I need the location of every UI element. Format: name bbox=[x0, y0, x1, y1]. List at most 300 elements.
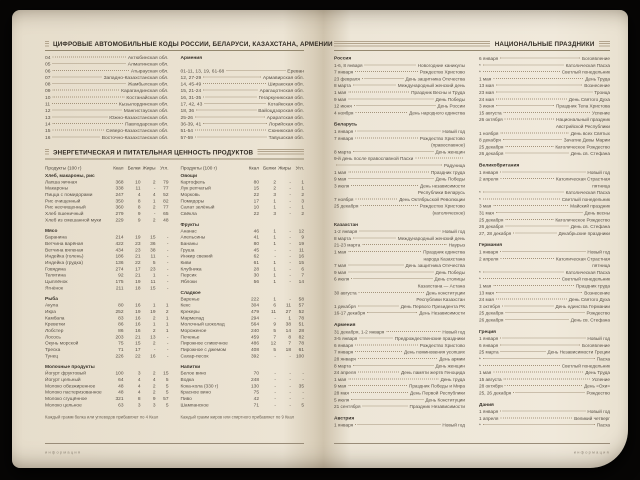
holiday-date: 1 мая bbox=[479, 283, 492, 289]
food-group-header: Сладкое bbox=[180, 289, 201, 296]
holiday-row bbox=[334, 203, 465, 210]
food-value: - bbox=[302, 389, 304, 396]
dotted-leader bbox=[496, 91, 592, 92]
food-value: - bbox=[302, 376, 304, 383]
holiday-row bbox=[479, 89, 610, 96]
food-name: Мармелад bbox=[180, 315, 204, 321]
food-value: 56 bbox=[253, 279, 259, 285]
food-value: - bbox=[274, 402, 276, 408]
food-value: 8 bbox=[288, 334, 291, 340]
dotted-leader bbox=[496, 212, 583, 213]
right-page-footer-label: информация bbox=[573, 450, 610, 455]
food-value: 222 bbox=[250, 296, 259, 302]
code-row bbox=[45, 108, 169, 115]
holiday-row-continuation bbox=[334, 190, 465, 197]
holiday-name: Успение bbox=[592, 109, 610, 116]
holiday-name: День памяти жертв Геноцида bbox=[401, 369, 465, 376]
food-value: 2 bbox=[273, 185, 276, 192]
food-value: 28 bbox=[298, 328, 304, 334]
food-row bbox=[45, 285, 169, 291]
holiday-name: Праздник труда bbox=[575, 283, 610, 289]
holiday-row bbox=[334, 276, 465, 283]
food-value: - bbox=[274, 253, 276, 260]
food-name: Водка bbox=[180, 376, 194, 383]
food-group-header: Мясо bbox=[45, 228, 58, 234]
holiday-date: 1 мая bbox=[479, 75, 492, 82]
food-value: 19 bbox=[135, 308, 141, 315]
food-value: 2 bbox=[152, 217, 156, 223]
dotted-leader bbox=[483, 64, 564, 65]
code-row bbox=[181, 108, 305, 115]
holiday-row bbox=[479, 336, 610, 343]
food-name: Молоко пастеризованное bbox=[45, 389, 102, 396]
food-value: 226 bbox=[115, 353, 124, 359]
food-value: - bbox=[153, 185, 156, 192]
food-value: 19 bbox=[135, 279, 141, 285]
dotted-leader bbox=[500, 344, 580, 345]
holiday-row bbox=[479, 310, 610, 317]
food-value: - bbox=[166, 272, 169, 279]
holiday-row bbox=[334, 229, 465, 236]
food-group-header: Молочные продукты bbox=[45, 364, 95, 370]
food-value: - bbox=[166, 234, 169, 241]
food-value: 6 bbox=[273, 302, 276, 309]
food-value: - bbox=[153, 211, 156, 217]
holiday-row bbox=[479, 137, 610, 144]
food-value: 1 bbox=[273, 279, 276, 285]
holiday-date: * bbox=[479, 269, 481, 275]
code-value: 12, 27-29 bbox=[180, 74, 202, 81]
holiday-name: пятница bbox=[592, 182, 610, 189]
holiday-name: Радуница bbox=[443, 162, 465, 168]
holiday-date: 28 января bbox=[334, 355, 356, 362]
code-row bbox=[181, 95, 305, 102]
region-name: Жамбылская обл. bbox=[127, 81, 169, 88]
holiday-row bbox=[334, 62, 465, 69]
nutrition-column bbox=[181, 162, 305, 408]
food-group-header: Напитки bbox=[180, 364, 201, 370]
holiday-date: 25 декабря bbox=[479, 310, 504, 316]
food-value: - bbox=[289, 383, 291, 389]
holiday-row bbox=[479, 415, 610, 422]
food-value: 35 bbox=[298, 383, 304, 389]
dotted-leader bbox=[483, 424, 595, 425]
holiday-country-header: Австрия bbox=[334, 415, 355, 421]
code-value: 09 bbox=[45, 88, 51, 94]
dotted-leader bbox=[483, 192, 564, 193]
food-value: 19 bbox=[298, 240, 304, 247]
food-value: 1 bbox=[165, 302, 169, 309]
holiday-row-continuation bbox=[334, 210, 465, 217]
holiday-date: 25 декабря bbox=[334, 203, 359, 209]
holiday-name: Новый год bbox=[587, 408, 610, 415]
holiday-name: Новый год bbox=[442, 128, 465, 134]
food-value: 80 bbox=[253, 240, 259, 247]
holiday-name: День «Охи» bbox=[584, 383, 610, 389]
food-value: 350 bbox=[115, 198, 124, 204]
food-value: - bbox=[302, 370, 304, 377]
food-name: Красное вино bbox=[180, 389, 211, 396]
code-row bbox=[181, 128, 305, 135]
food-value: 3 bbox=[273, 211, 276, 217]
holiday-name: День Святого Духа bbox=[568, 296, 610, 303]
holiday-date: * bbox=[479, 276, 481, 282]
column-header: Угл. bbox=[295, 164, 304, 171]
holiday-date: 23 февраля bbox=[334, 75, 360, 82]
food-value: 16 bbox=[135, 328, 141, 334]
holidays-section-header bbox=[334, 40, 610, 51]
food-name: Цыплёнок bbox=[45, 279, 68, 285]
region-name: Армавирская обл. bbox=[262, 74, 304, 81]
food-name: Персик bbox=[180, 272, 197, 279]
food-value: 22 bbox=[253, 192, 259, 198]
region-name: Сюникская обл. bbox=[268, 128, 304, 134]
dotted-leader bbox=[505, 119, 554, 120]
holiday-date: 24 апреля bbox=[334, 369, 356, 376]
dotted-leader bbox=[52, 70, 128, 71]
food-value: 65 bbox=[163, 211, 169, 217]
header-stripe-decoration bbox=[45, 149, 49, 156]
dotted-leader bbox=[203, 76, 261, 77]
holiday-row bbox=[479, 69, 610, 76]
holiday-name: Рождество Христово bbox=[419, 135, 465, 141]
food-value: - bbox=[274, 383, 276, 389]
food-value: 15 bbox=[298, 260, 304, 266]
holiday-name: День Конституции bbox=[425, 396, 465, 403]
holiday-name: Светлый понедельник bbox=[561, 362, 610, 369]
holiday-row bbox=[479, 290, 610, 297]
food-name: Инжир свежий bbox=[180, 253, 213, 260]
holiday-name: Рождество bbox=[586, 389, 610, 396]
food-name: Говядина bbox=[45, 266, 66, 272]
dotted-leader bbox=[483, 271, 564, 272]
region-name: Араратская обл. bbox=[266, 114, 304, 121]
holiday-date: 26 декабря bbox=[479, 223, 504, 230]
food-value: 240 bbox=[250, 328, 259, 334]
food-value: 1 bbox=[165, 315, 169, 321]
holiday-date: 7 января bbox=[334, 135, 354, 141]
food-value: 2 bbox=[152, 340, 156, 347]
food-value: 45 bbox=[253, 247, 259, 253]
holiday-date: 9 мая bbox=[334, 269, 347, 275]
holiday-name: День конституции bbox=[426, 289, 465, 296]
column-header: Ккал bbox=[113, 164, 124, 171]
dotted-leader bbox=[351, 278, 432, 279]
holiday-row-continuation bbox=[334, 283, 465, 290]
dotted-leader bbox=[504, 378, 590, 379]
food-value: 12 bbox=[270, 340, 276, 347]
holiday-date: 1 апреля bbox=[479, 415, 499, 421]
food-value: 86 bbox=[118, 328, 124, 334]
holiday-name: День Святого Духа bbox=[568, 96, 610, 102]
holidays-column bbox=[334, 56, 465, 429]
holidays-table bbox=[334, 56, 610, 429]
food-value: 64 bbox=[118, 376, 124, 383]
code-row bbox=[45, 62, 169, 69]
dotted-leader bbox=[203, 123, 267, 124]
food-value: 136 bbox=[115, 260, 124, 266]
holiday-name: День Победы bbox=[435, 269, 465, 275]
food-value: 2 bbox=[152, 179, 156, 185]
food-value: - bbox=[289, 376, 291, 383]
food-value: 1 bbox=[273, 228, 276, 234]
holiday-date: 1-2 января bbox=[334, 228, 358, 235]
food-value: 77 bbox=[163, 185, 169, 192]
food-value: 7 bbox=[301, 272, 304, 279]
dotted-leader bbox=[355, 424, 440, 425]
food-value: 51 bbox=[298, 321, 304, 328]
food-value: 274 bbox=[115, 266, 124, 272]
holiday-row bbox=[334, 263, 465, 270]
region-name: Мангистауская обл. bbox=[123, 108, 169, 114]
food-value: - bbox=[166, 347, 169, 353]
holiday-row bbox=[334, 76, 465, 83]
code-value: 18, 36 bbox=[180, 108, 195, 114]
dotted-leader bbox=[52, 103, 117, 104]
holiday-row-continuation bbox=[479, 263, 610, 270]
holiday-name: Великий четверг bbox=[574, 415, 610, 421]
food-value: 1 bbox=[301, 204, 304, 211]
food-value: 4 bbox=[152, 192, 156, 198]
food-value: 15 bbox=[135, 340, 141, 347]
holiday-date: 25 марта bbox=[479, 349, 499, 355]
holiday-row bbox=[479, 303, 610, 310]
holiday-row bbox=[479, 409, 610, 416]
holiday-row bbox=[479, 422, 610, 429]
holiday-name: Католическая Страстная bbox=[555, 255, 610, 262]
food-value: 10 bbox=[253, 204, 259, 211]
food-name: Индейка (грудка) bbox=[45, 260, 83, 266]
food-value: 63 bbox=[118, 402, 124, 408]
holiday-name: Рождество Христово bbox=[419, 203, 465, 209]
food-value: 28 bbox=[253, 266, 259, 272]
food-value: 38 bbox=[285, 321, 291, 328]
code-value: 16 bbox=[45, 134, 51, 141]
nutrition-column bbox=[45, 162, 169, 408]
header-stripe-decoration bbox=[45, 41, 49, 48]
holiday-row bbox=[479, 224, 610, 231]
dotted-leader bbox=[195, 130, 266, 131]
food-name: Ветчина варёная bbox=[45, 240, 84, 247]
food-name: Лобстер bbox=[45, 328, 64, 334]
food-name: Груша bbox=[180, 247, 195, 253]
food-value: - bbox=[289, 204, 291, 211]
food-value: 1 bbox=[288, 315, 291, 321]
food-value: 5 bbox=[273, 347, 276, 353]
holiday-row bbox=[334, 329, 465, 336]
holiday-row bbox=[334, 370, 465, 377]
holiday-date: 9 мая bbox=[334, 176, 347, 182]
food-row bbox=[45, 402, 169, 408]
dotted-leader bbox=[501, 351, 546, 352]
holiday-row bbox=[334, 83, 465, 90]
holiday-name: День столицы bbox=[434, 276, 465, 282]
food-value: 13 bbox=[150, 334, 156, 340]
food-value: 4 bbox=[137, 389, 141, 396]
food-value: - bbox=[289, 395, 291, 402]
car-codes-table bbox=[45, 55, 304, 141]
food-value: 16 bbox=[298, 253, 304, 260]
dotted-leader bbox=[493, 78, 583, 79]
holiday-name: Национальный праздник bbox=[556, 116, 610, 123]
food-name: Кока-кола (330 г) bbox=[180, 383, 219, 389]
holiday-date: 8 марта bbox=[334, 148, 351, 155]
holiday-country-header: Армения bbox=[334, 321, 356, 328]
food-name: Йогурт цельный bbox=[45, 376, 81, 383]
food-value: 19 bbox=[135, 234, 141, 241]
holiday-date: * bbox=[479, 189, 481, 196]
food-value: 2 bbox=[152, 315, 156, 321]
holidays-column bbox=[479, 56, 610, 429]
dotted-leader bbox=[52, 110, 121, 111]
holiday-date: 21 сентября bbox=[334, 403, 361, 410]
food-value: 8 bbox=[137, 204, 141, 211]
dotted-leader bbox=[351, 392, 408, 393]
food-value: - bbox=[289, 296, 291, 302]
food-value: 80 bbox=[253, 179, 259, 185]
dotted-leader bbox=[348, 378, 438, 379]
car-codes-country-header: Армения bbox=[180, 55, 203, 61]
food-value: 14 bbox=[285, 328, 291, 334]
holiday-date: 26 декабря bbox=[479, 316, 504, 323]
nutrition-section-header bbox=[45, 148, 304, 159]
food-value: 252 bbox=[115, 308, 124, 315]
holiday-name: Католическая Пасха bbox=[565, 189, 610, 196]
holiday-date: 6 января bbox=[479, 342, 499, 348]
dotted-leader bbox=[348, 251, 421, 252]
code-row bbox=[181, 115, 305, 122]
food-value: 17 bbox=[253, 198, 259, 204]
dotted-leader bbox=[483, 358, 595, 359]
region-name: Южно-Казахстанская обл. bbox=[109, 114, 169, 121]
food-name: Хлеб пшеничный bbox=[45, 211, 84, 217]
holiday-date: 13 мая bbox=[479, 289, 494, 296]
food-value: 22 bbox=[135, 353, 141, 359]
code-value: 01-11, 13, 19, 61-68 bbox=[180, 68, 225, 74]
column-header: Белки bbox=[127, 164, 141, 171]
dotted-leader bbox=[362, 244, 446, 245]
dotted-leader bbox=[348, 385, 407, 386]
holiday-row bbox=[479, 283, 610, 290]
holiday-name: Троица bbox=[594, 89, 610, 95]
holiday-row bbox=[479, 83, 610, 90]
holiday-name: Международный женский день bbox=[397, 82, 465, 89]
holiday-row-continuation bbox=[479, 183, 610, 190]
holiday-date: 1 мая bbox=[334, 169, 347, 175]
dotted-leader bbox=[203, 83, 266, 84]
food-value: 3 bbox=[152, 402, 156, 408]
holiday-row bbox=[334, 242, 465, 249]
dotted-leader bbox=[348, 265, 403, 266]
food-value: - bbox=[166, 253, 169, 260]
holiday-date: 24 мая bbox=[479, 96, 494, 102]
food-name: Морковь bbox=[180, 192, 200, 198]
food-value: 2 bbox=[152, 328, 156, 334]
dotted-leader bbox=[362, 78, 404, 79]
region-name: Ширакская обл. bbox=[268, 81, 304, 88]
food-name: Мороженое bbox=[180, 328, 207, 334]
food-value: 11 bbox=[299, 247, 304, 253]
dotted-leader bbox=[483, 71, 560, 72]
dotted-leader bbox=[195, 116, 265, 117]
food-value: 83 bbox=[118, 315, 124, 321]
holiday-name: Праздник Победы и Мира bbox=[408, 383, 465, 389]
food-value: - bbox=[289, 402, 291, 408]
code-value: 12 bbox=[45, 108, 51, 114]
holiday-name: Зачатие Девы Марии bbox=[563, 137, 610, 143]
dotted-leader bbox=[52, 83, 125, 84]
holiday-date: 4 ноября bbox=[334, 109, 354, 116]
food-name: Крекеры bbox=[180, 308, 200, 315]
holiday-row bbox=[334, 383, 465, 390]
left-page-bottom-rule bbox=[45, 443, 304, 444]
holiday-name: Пасха bbox=[596, 422, 610, 428]
food-value: - bbox=[289, 198, 291, 204]
code-row bbox=[181, 88, 305, 95]
holiday-row bbox=[479, 256, 610, 263]
nutrition-column-headers bbox=[181, 162, 305, 172]
dotted-leader bbox=[496, 98, 567, 99]
dotted-leader bbox=[503, 139, 562, 140]
food-value: 15 bbox=[150, 285, 156, 291]
code-row bbox=[45, 135, 169, 142]
holiday-name: Светлый понедельник bbox=[561, 276, 610, 282]
holiday-name: Новогодние каникулы bbox=[417, 62, 465, 68]
holiday-row-continuation bbox=[334, 142, 465, 149]
dotted-leader bbox=[358, 305, 399, 306]
dotted-leader bbox=[500, 251, 585, 252]
holiday-date: 9 мая bbox=[334, 383, 347, 389]
code-row bbox=[45, 68, 169, 75]
food-value: 16 bbox=[135, 302, 141, 309]
dotted-leader bbox=[336, 164, 442, 165]
holiday-row bbox=[334, 376, 465, 383]
column-header: Жиры bbox=[142, 164, 156, 171]
dotted-leader bbox=[496, 292, 582, 293]
holiday-name: День Первого Президента РК bbox=[400, 303, 465, 309]
food-value: 22 bbox=[253, 211, 259, 217]
food-value: 1 bbox=[301, 179, 304, 185]
holiday-row bbox=[479, 370, 610, 377]
region-name: Тавушская обл. bbox=[268, 134, 304, 141]
food-value: - bbox=[274, 389, 276, 396]
holiday-row-continuation bbox=[479, 123, 610, 130]
holiday-name: Вознесение bbox=[584, 289, 610, 296]
holiday-date: 1 января bbox=[334, 422, 354, 428]
food-value: 80 bbox=[118, 302, 124, 309]
food-value: 19 bbox=[150, 308, 156, 315]
food-value: 2 bbox=[152, 383, 156, 389]
food-value: 100 bbox=[115, 370, 124, 377]
holiday-name: День труда bbox=[440, 376, 465, 382]
food-value: 130 bbox=[250, 383, 259, 389]
column-header: Продукты (100 г) bbox=[45, 164, 82, 171]
holiday-date: 1 мая bbox=[334, 249, 347, 255]
food-value: 1 bbox=[152, 198, 156, 204]
dotted-leader bbox=[52, 90, 119, 91]
holiday-name: Пасха bbox=[596, 355, 610, 362]
code-row bbox=[45, 55, 169, 62]
holiday-row bbox=[479, 169, 610, 176]
holiday-date: 1 января bbox=[334, 128, 354, 134]
left-page bbox=[45, 40, 333, 468]
dotted-leader bbox=[52, 63, 125, 64]
holiday-row bbox=[334, 110, 465, 117]
dotted-leader bbox=[195, 136, 267, 137]
dotted-leader bbox=[505, 226, 568, 227]
food-name: Белое вино bbox=[180, 370, 207, 377]
holiday-date: 31 мая bbox=[479, 210, 494, 216]
